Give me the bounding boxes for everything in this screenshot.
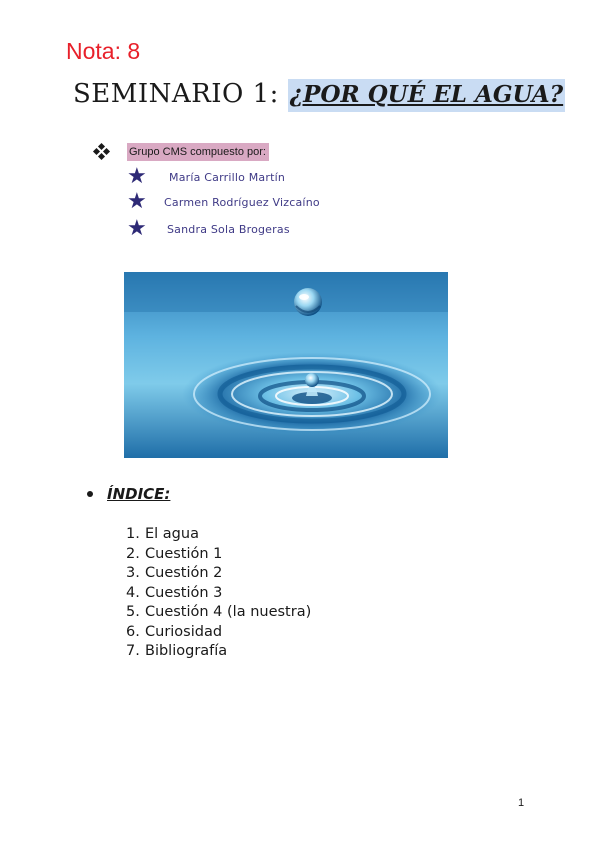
star-icon: ★ — [127, 164, 147, 189]
member-name: Carmen Rodríguez Vizcaíno — [164, 195, 320, 209]
grade-label: Nota: 8 — [66, 38, 141, 64]
index-item: 1. El agua — [126, 526, 199, 542]
diamond-bullet-icon — [94, 144, 110, 160]
index-heading — [87, 485, 170, 503]
title-highlight: ¿POR QUÉ EL AGUA? — [288, 79, 565, 112]
index-heading-label: ÍNDICE: — [107, 485, 171, 503]
member-item — [127, 164, 286, 189]
group-label: Grupo CMS compuesto por: — [127, 143, 269, 161]
index-item: 5. Cuestión 4 (la nuestra) — [126, 604, 312, 620]
member-item — [127, 216, 290, 241]
member-name: Sandra Sola Brogeras — [167, 222, 290, 236]
bullet-icon — [87, 491, 93, 497]
member-item — [127, 189, 320, 214]
index-item: 6. Curiosidad — [126, 623, 223, 640]
document-title — [73, 75, 565, 114]
group-header — [94, 143, 269, 161]
member-name: María Carrillo Martín — [169, 170, 286, 184]
star-icon: ★ — [127, 216, 147, 241]
index-list — [126, 525, 311, 662]
index-item: 4. Cuestión 3 — [126, 584, 223, 601]
title-prefix: SEMINARIO 1: — [73, 79, 288, 109]
water-drop-image — [124, 272, 448, 458]
index-item: 2. Cuestión 1 — [126, 545, 223, 562]
page-number: 1 — [518, 797, 525, 809]
index-item: 7. Bibliografía — [126, 643, 228, 659]
star-icon: ★ — [127, 189, 147, 214]
index-item: 3. Cuestión 2 — [126, 565, 223, 581]
